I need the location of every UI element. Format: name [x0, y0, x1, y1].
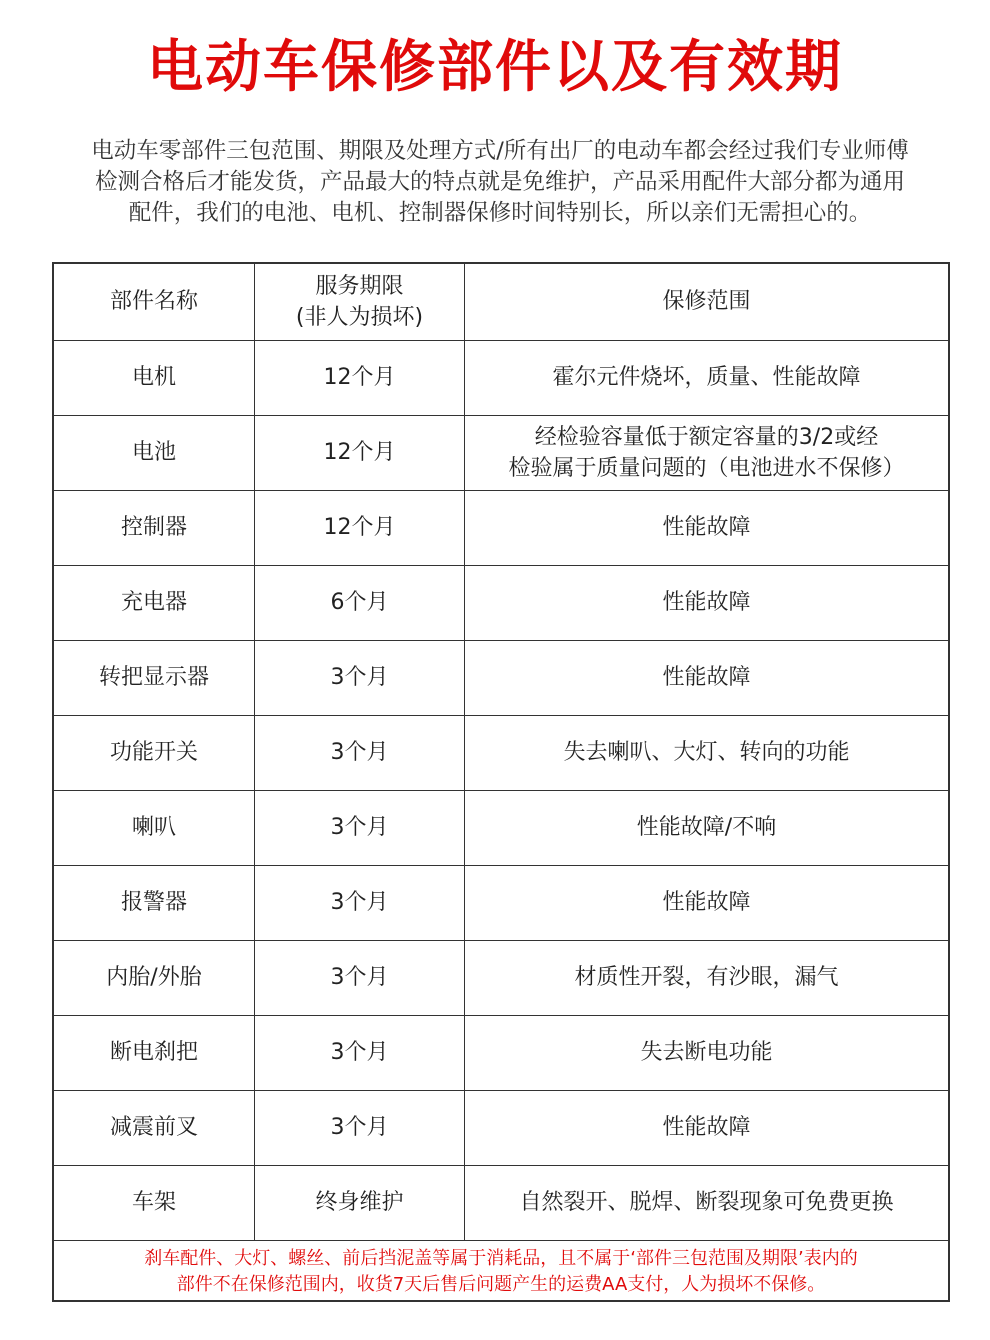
page-title: 电动车保修部件以及有效期: [147, 35, 843, 100]
service-period-cell: 12个月: [255, 490, 465, 565]
scope-line: 检验属于质量问题的（电池进水不保修）: [508, 455, 905, 481]
part-name-cell: 内胎/外胎: [54, 940, 255, 1015]
scope-line: 自然裂开、脱焊、断裂现象可免费更换: [519, 1190, 894, 1215]
scope-line: 性能故障: [662, 1115, 751, 1140]
part-name-cell: 功能开关: [54, 715, 255, 790]
service-period-cell: 3个月: [255, 715, 465, 790]
service-period-cell: 3个月: [255, 1090, 465, 1165]
scope-line: 失去喇叭、大灯、转向的功能: [563, 740, 850, 765]
scope-line: 性能故障/不响: [636, 815, 777, 840]
service-period-cell: 3个月: [255, 1015, 465, 1090]
warranty-table: [52, 262, 950, 1302]
table-row: [54, 1165, 948, 1240]
note-line: 刹车配件、大灯、螺丝、前后挡泥盖等属于消耗品，且不属于‘部件三包范围及期限’表内的: [144, 1247, 858, 1269]
warranty-scope-cell: [465, 715, 949, 790]
table-header-row: [54, 264, 948, 340]
part-name-cell: 减震前叉: [54, 1090, 255, 1165]
service-period-cell: 3个月: [255, 865, 465, 940]
scope-line: 失去断电功能: [640, 1040, 773, 1065]
scope-line: 霍尔元件烧坏，质量、性能故障: [552, 365, 861, 390]
warranty-scope-cell: [465, 340, 949, 415]
service-period-cell: 12个月: [255, 340, 465, 415]
table-body: [54, 340, 948, 1240]
part-name-cell: 转把显示器: [54, 640, 255, 715]
header-warranty-scope: 保修范围: [465, 264, 949, 340]
service-period-cell: 12个月: [255, 415, 465, 490]
warranty-scope-cell: [465, 640, 949, 715]
table-row: [54, 490, 948, 565]
part-name-cell: 充电器: [54, 565, 255, 640]
warranty-scope-cell: [465, 565, 949, 640]
intro-paragraph: [40, 136, 960, 229]
table-note-row: [54, 1240, 948, 1303]
part-name-cell: 电池: [54, 415, 255, 490]
service-period-cell: 6个月: [255, 565, 465, 640]
part-name-cell: 报警器: [54, 865, 255, 940]
part-name-cell: 车架: [54, 1165, 255, 1240]
part-name-cell: 喇叭: [54, 790, 255, 865]
header-period-note: (非人为损坏): [295, 304, 424, 330]
note-line: 部件不在保修范围内，收货7天后售后问题产生的运费AA支付，人为损坏不保修。: [176, 1273, 826, 1295]
table-row: [54, 715, 948, 790]
scope-line: 材质性开裂，有沙眼，漏气: [574, 965, 839, 990]
service-period-cell: 终身维护: [255, 1165, 465, 1240]
part-name-cell: 电机: [54, 340, 255, 415]
warranty-scope-cell: [465, 790, 949, 865]
header-service-period: [255, 264, 465, 340]
warranty-scope-cell: [465, 490, 949, 565]
service-period-cell: 3个月: [255, 640, 465, 715]
table-row: [54, 940, 948, 1015]
table-row: [54, 565, 948, 640]
service-period-cell: 3个月: [255, 940, 465, 1015]
scope-line: 经检验容量低于额定容量的3/2或经: [534, 424, 879, 450]
intro-line: 检测合格后才能发货，产品最大的特点就是免维护，产品采用配件大部分都为通用: [94, 169, 905, 195]
warranty-scope-cell: [465, 1015, 949, 1090]
table-row: [54, 1090, 948, 1165]
header-part-name: 部件名称: [54, 264, 255, 340]
table-row: [54, 415, 948, 490]
service-period-cell: 3个月: [255, 790, 465, 865]
header-period-label: 服务期限: [315, 273, 404, 299]
intro-line: 电动车零部件三包范围、期限及处理方式/所有出厂的电动车都会经过我们专业师傅: [91, 138, 909, 164]
warranty-scope-cell: [465, 865, 949, 940]
scope-line: 性能故障: [662, 890, 751, 915]
disclaimer-note: [54, 1240, 948, 1303]
table-row: [54, 1015, 948, 1090]
scope-line: 性能故障: [662, 590, 751, 615]
intro-line: 配件，我们的电池、电机、控制器保修时间特别长，所以亲们无需担心的。: [128, 200, 872, 226]
warranty-scope-cell: [465, 415, 949, 490]
table-row: [54, 865, 948, 940]
table-row: [54, 790, 948, 865]
scope-line: 性能故障: [662, 515, 751, 540]
warranty-scope-cell: [465, 1090, 949, 1165]
scope-line: 性能故障: [662, 665, 751, 690]
table-row: [54, 340, 948, 415]
part-name-cell: 断电刹把: [54, 1015, 255, 1090]
warranty-scope-cell: [465, 940, 949, 1015]
part-name-cell: 控制器: [54, 490, 255, 565]
warranty-scope-cell: [465, 1165, 949, 1240]
table-row: [54, 640, 948, 715]
